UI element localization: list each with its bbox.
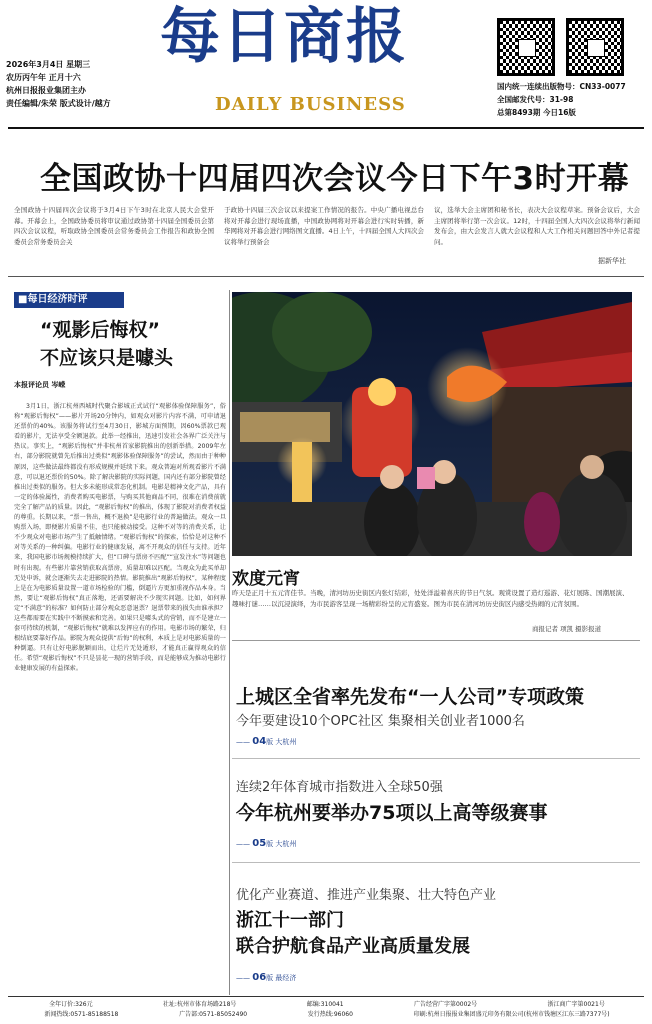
footer-rule <box>8 996 644 997</box>
publication-info <box>497 80 626 119</box>
lead-credit: 据新华社 <box>598 257 626 265</box>
issue-number: 总第8493期 今日16版 <box>497 108 576 117</box>
story2-title: 今年杭州要举办75项以上高等级赛事 <box>236 802 548 824</box>
section-divider <box>8 276 644 277</box>
lantern-festival-photo <box>232 292 632 556</box>
lunar-date: 农历丙午年 正月十六 <box>6 73 81 82</box>
commentary-body: 3月1日，浙江杭州西城时代聚合影城正式试行“观影体验保障服务”，俗称“观影后悔权”——影片开场20分钟内，如观众对影片内容不满，可申请退还票价的40%。该服务将试行至4月30日，影城方面预期，因60%票款已观看的影片，无法享受全额退款。此举一经推出，迅速引发社会各界广泛关注与热议。事实上，“观影后悔权”并非杭州首家影院推出的创新举措。2009年左右，部分影院就曾先后推出过类似“观影体验保障服务”的尝试，然而由于种种原因，这些做法最终都没有形成规模并延续下来。观众普遍对所观看影片不满意，可以退还票价的50%。除了解决影院的实际问题，国内还有部分影院曾经推出过类似的服务。但大多未能形成常态化机制。电影是精神文化产品，具有一定的体验属性，消费者购买电影票，与购买其他商品不同，很难在消费前就完全了解产品的质量。因此，“观影后悔权”的推出，体现了影院对消费者权益的尊重。长期以来，“票一售出，概不退换”是电影行业的普遍做法。观众一旦购票入场，即便影片质量不佳，也只能被动接受。这种不对等的消费关系，让不少观众对电影市场产生了抵触情绪。“观影后悔权”的探索，恰恰是对这种不对等关系的一种纠偏。电影行业的健康发展，离不开观众的信任与支持。近年来，我国电影市场规模持续扩大，但“口碑与票房不匹配”“宣发注水”等问题也时有出现。有些影片靠营销获取高票房，质量却难以匹配。当观众为此买单却无处申诉，就会逐渐失去走进影院的热情。影院推出“观影后悔权”，某种程度上是在为电影质量设置一道市场检验的门槛，倒逼片方更加重视作品本身。当然，要让“观影后悔权”真正落地，还需要解决不少现实问题。比如，如何界定“不满意”的标准？如何防止部分观众恶意退票？退票带来的损失由谁承担？这些都需要在实践中不断摸索和完善。如果只是噱头式的营销，而不是建立一套可持续的机制，“观影后悔权”就难以发挥应有的作用。电影市场的繁荣，归根结底要靠好作品。影院为观众提供“后悔”的权利，本质上是对电影质量的一种倒逼。只有让好电影脱颖而出，让烂片无处遁形，才能真正赢得观众的信任。希望“观影后悔权”不只是昙花一现的营销手段，而是能够成为推动电影行业健康发展的有益探索。 <box>14 403 226 673</box>
story1-subtitle: 今年要建设10个OPC社区 集聚相关创业者1000名 <box>236 714 525 729</box>
story3-title-line2: 联合护航食品产业高质量发展 <box>236 936 470 957</box>
newspaper-logo-en: DAILY BUSINESS <box>215 94 406 115</box>
qr-code-icon <box>566 18 624 76</box>
lead-column-3: 议，选举大会主席团和秘书长，表决大会议程草案。预备会议后，大会主席团将举行第一次会议。12时，十四届全国人大四次会议将举行新闻发布会，由大会发言人就大会议程和人大工作相关问题回答中外记者提问。 <box>434 206 640 246</box>
story-divider <box>232 758 640 759</box>
footer-row-1: 全年订价:326元 社址:杭州市体育场路218号 邮编:310041 广告经营广字第0002号 浙江商广字第0021号 <box>49 1001 605 1008</box>
lead-headline: 全国政协十四届四次会议今日下午3时开幕 <box>40 161 630 197</box>
lead-column-1: 全国政协十四届四次会议将于3月4日下午3时在北京人民大会堂开幕。开幕会上，全国政协委员将审议通过政协第十四届全国委员会第四次会议议程，听取政协全国委员会常务委员会工作报告和政协全国委员会常务委员会关 <box>14 206 214 246</box>
date-line: 2026年3月4日 星期三 <box>6 60 91 69</box>
story-divider <box>232 640 640 641</box>
masthead-info <box>6 58 111 110</box>
story1-title: 上城区全省率先发布“一人公司”专项政策 <box>236 686 584 708</box>
qr-code-icon <box>497 18 555 76</box>
story2-page-ref: —— 05版 大杭州 <box>236 838 297 849</box>
story3-page-ref: —— 06版 最经济 <box>236 972 297 983</box>
cn-number: 国内统一连续出版物号：CN33-0077 <box>497 82 626 91</box>
editors: 责任编辑/朱荣 版式设计/越方 <box>6 99 111 108</box>
lead-column-2: 于政协十四届三次会议以来提案工作情况的报告。中央广播电视总台将对开幕会进行现场直播，中国政协网将对开幕会进行实时转播，新华网将对开幕会进行网络图文直播。4日上午，十四届全国人大四次会议将举行预备会 <box>224 206 424 246</box>
footer-row-2: 新闻热线:0571-85188518 广告部:0571-85052490 发行热线:96060 印刷:杭州日报报业集团盛元印务有限公司(杭州市钱塘区江东三路7377号) <box>44 1011 610 1018</box>
photo-credit: 商报记者 项凯 摄影报道 <box>532 625 602 633</box>
commentary-title-line1: “观影后悔权” <box>40 319 160 341</box>
commentary-byline: 本报评论员 岑嵘 <box>14 381 66 389</box>
newspaper-logo: 每日商报 <box>160 2 408 72</box>
story3-kicker: 优化产业赛道、推进产业集聚、壮大特色产业 <box>236 888 497 903</box>
post-code: 全国邮发代号：31-98 <box>497 95 574 104</box>
photo-caption-title: 欢度元宵 <box>232 569 300 589</box>
story2-kicker: 连续2年体育城市指数进入全球50强 <box>236 780 443 795</box>
photo-illustration <box>232 292 632 556</box>
story1-page-ref: —— 04版 大杭州 <box>236 736 297 747</box>
commentary-title-line2: 不应该只是噱头 <box>40 347 174 369</box>
photo-caption-text: 昨天是正月十五元宵佳节。当晚，清河坊历史街区内张灯结彩，处处洋溢着喜庆的节日气氛。观赏设置了造灯巡游、花灯展陈、国潮展演、趣味打谜……以沉浸演绎，为市民游客呈现一场精彩纷呈的元宵盛宴。图为市民在清河坊历史街区内感受热闹的元宵氛围。 <box>232 589 629 608</box>
masthead-rule <box>8 127 644 129</box>
square-icon: ■ <box>18 294 28 305</box>
column-divider <box>229 290 230 995</box>
publisher: 杭州日报报业集团主办 <box>6 86 86 95</box>
commentary-tag: ■每日经济时评 <box>14 292 124 308</box>
story3-title-line1: 浙江十一部门 <box>236 910 344 931</box>
story-divider <box>232 862 640 863</box>
footer <box>14 1000 640 1020</box>
